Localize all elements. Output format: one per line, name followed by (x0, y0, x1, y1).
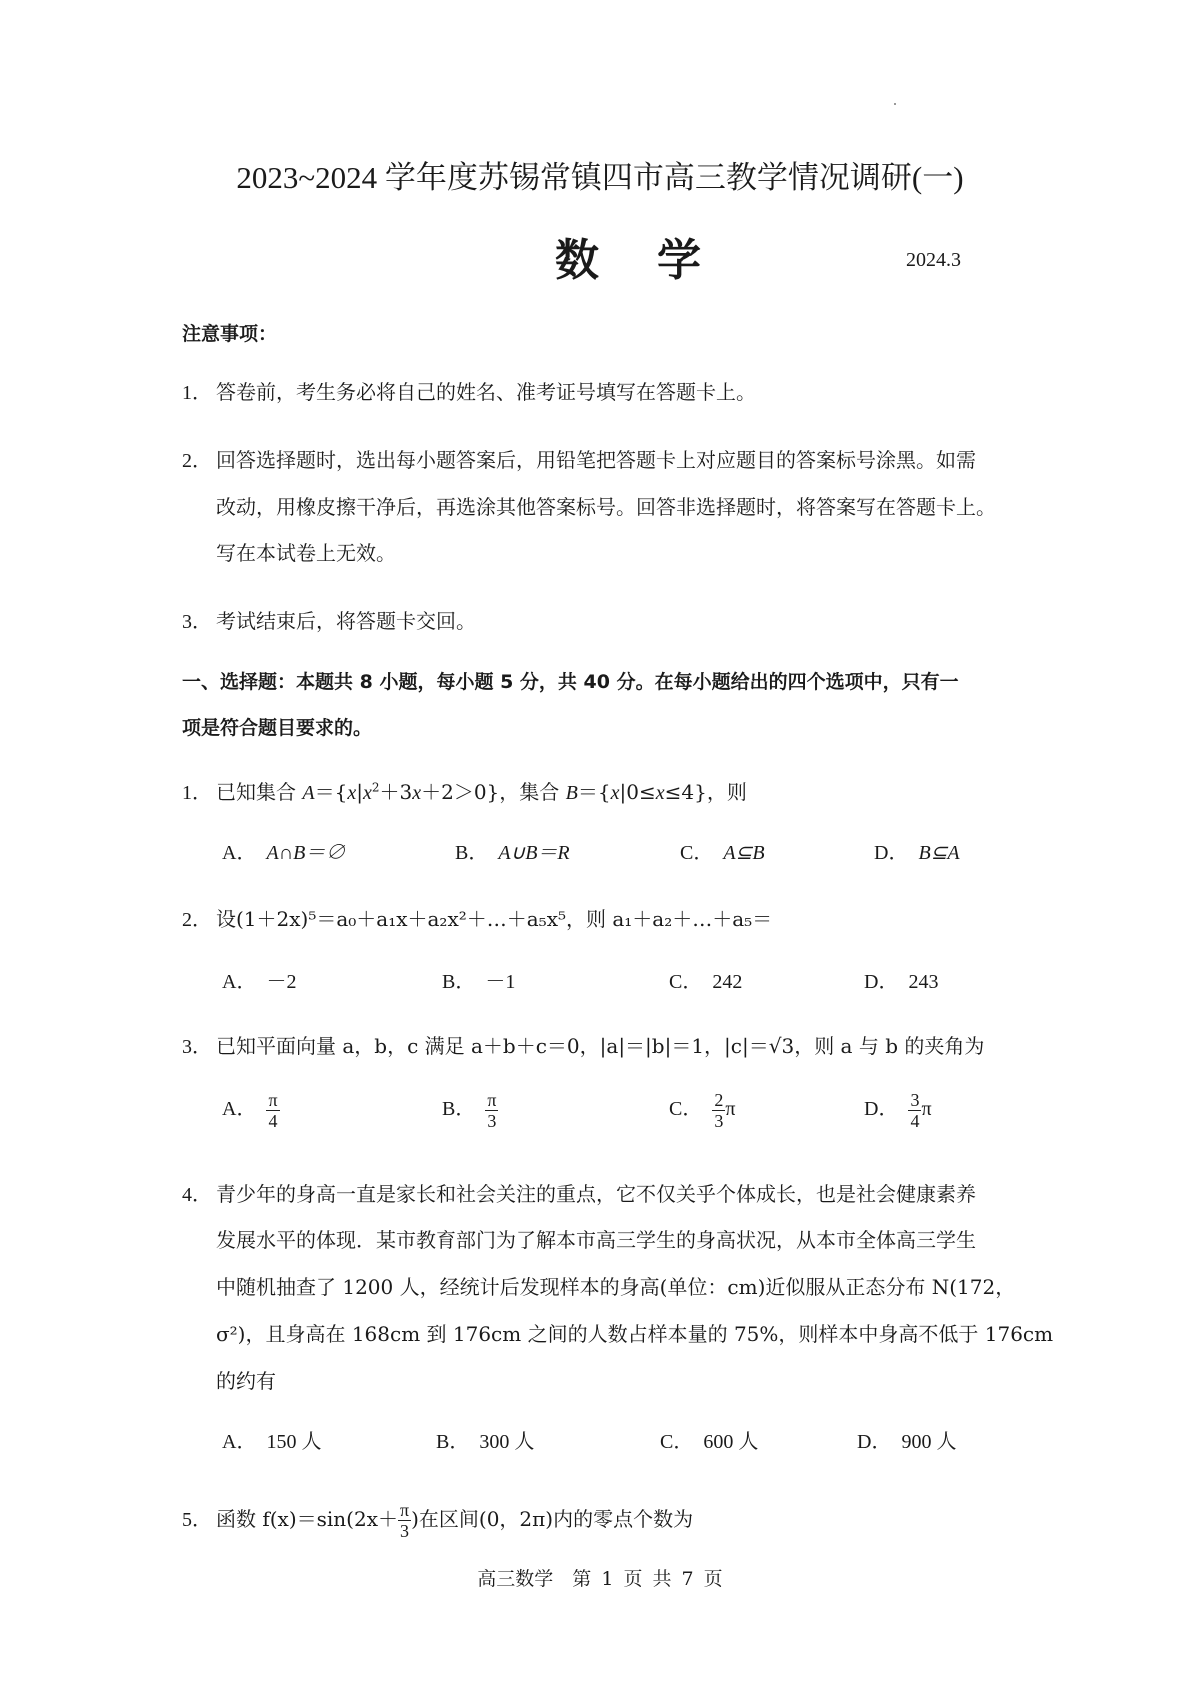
q2-option-b (442, 965, 515, 994)
question-number: 1． (182, 782, 212, 804)
option-label: B． (442, 1098, 476, 1121)
question-5-stem (182, 1500, 693, 1541)
question-number: 5． (182, 1509, 212, 1531)
option-label: A． (222, 842, 257, 864)
q3-option-c (669, 1090, 735, 1131)
notice-item-2-line-2: 改动，用橡皮擦干净后，再选涂其他答案标号。回答非选择题时，将答案写在答题卡上。 (216, 495, 996, 519)
option-text: 600 人 (703, 1431, 759, 1453)
q4-option-c (660, 1425, 758, 1454)
q2-option-d (864, 965, 938, 994)
denominator: 3 (400, 1521, 410, 1541)
numerator: π (268, 1090, 278, 1110)
option-label: C． (660, 1431, 694, 1453)
q1-var: x (347, 782, 357, 804)
option-label: B． (436, 1431, 470, 1453)
question-4-line-2: 发展水平的体现．某市教育部门为了解本市高三学生的身高状况，从本市全体高三学生 (216, 1228, 976, 1252)
q1-var: x (362, 782, 372, 804)
denominator: 3 (487, 1111, 497, 1131)
q1-text: ＋2＞0}，集合 (421, 780, 566, 804)
q1-text: ≤4}，则 (664, 780, 747, 804)
option-label: C． (669, 971, 703, 993)
notice-number: 2． (182, 450, 212, 472)
q1-var: x (412, 782, 422, 804)
question-number: 3． (182, 1036, 212, 1058)
option-text: 242 (712, 971, 743, 993)
option-label: D． (864, 971, 899, 993)
question-4-line-1 (182, 1178, 976, 1207)
denominator: 3 (714, 1111, 724, 1131)
question-2-stem (182, 903, 772, 932)
fraction (712, 1090, 725, 1131)
subject-heading: 数学 (555, 235, 759, 286)
option-text: A⊆B (723, 842, 765, 864)
option-text: －1 (485, 971, 516, 993)
option-label: A． (222, 1431, 257, 1453)
notice-heading: 注意事项： (182, 323, 278, 345)
q1-exponent: 2 (371, 780, 380, 795)
fraction (398, 1500, 411, 1541)
option-label: D． (857, 1431, 892, 1453)
q1-var: A (302, 782, 315, 804)
option-label: C． (680, 842, 714, 864)
exam-date: 2024.3 (906, 249, 961, 271)
section-heading-line-2: 项是符合题目要求的。 (182, 717, 373, 739)
notice-text: 答卷前，考生务必将自己的姓名、准考证号填写在答题卡上。 (216, 380, 756, 404)
notice-text: 回答选择题时，选出每小题答案后，用铅笔把答题卡上对应题目的答案标号涂黑。如需 (216, 448, 976, 472)
question-3-stem (182, 1030, 984, 1059)
q4-option-b (436, 1425, 534, 1454)
q1-var: x (655, 782, 665, 804)
question-4-line-3: 中随机抽查了 1200 人，经统计后发现样本的身高(单位：cm)近似服从正态分布 N(172， (216, 1275, 1016, 1299)
exam-title: 2023~2024 学年度苏锡常镇四市高三教学情况调研(一) (236, 160, 964, 195)
q1-option-a (222, 836, 345, 865)
fraction (908, 1090, 921, 1131)
option-label: B． (455, 842, 489, 864)
q3-option-a (222, 1090, 280, 1131)
scan-speck (894, 103, 896, 105)
question-number: 4． (182, 1184, 212, 1206)
question-1-stem (182, 776, 747, 805)
notice-number: 1． (182, 382, 212, 404)
numerator: π (487, 1090, 497, 1110)
notice-item-1 (182, 376, 756, 405)
question-text: 设(1＋2x)⁵＝a₀＋a₁x＋a₂x²＋…＋a₅x⁵，则 a₁＋a₂＋…＋a₅＝ (216, 907, 773, 931)
denominator: 4 (268, 1111, 278, 1131)
q1-text: | (356, 780, 363, 804)
numerator: 2 (714, 1090, 724, 1110)
q1-option-b (455, 836, 570, 865)
notice-item-2-line-3: 写在本试卷上无效。 (216, 541, 396, 565)
option-label: C． (669, 1098, 703, 1121)
notice-item-2 (182, 444, 976, 473)
q1-option-d (874, 836, 960, 865)
option-label: A． (222, 1098, 257, 1121)
option-text: B⊆A (918, 842, 960, 864)
option-label: A． (222, 971, 257, 993)
question-text: 已知平面向量 a，b，c 满足 a＋b＋c＝0，|a|＝|b|＝1，|c|＝√3，则 a 与 b 的夹角为 (216, 1034, 985, 1058)
q2-option-a (222, 965, 296, 994)
numerator: π (400, 1500, 410, 1520)
q1-text: 已知集合 (216, 780, 303, 804)
q4-option-d (857, 1425, 956, 1454)
q1-text: ＋3 (379, 780, 413, 804)
q4-option-a (222, 1425, 321, 1454)
option-label: D． (874, 842, 909, 864)
q3-option-b (442, 1090, 498, 1131)
option-text: A∩B＝∅ (266, 842, 346, 864)
numerator: 3 (910, 1090, 920, 1110)
suffix: π (921, 1098, 932, 1121)
option-text: A∪B＝R (498, 842, 570, 864)
notice-number: 3． (182, 611, 212, 633)
question-text: 青少年的身高一直是家长和社会关注的重点，它不仅关乎个体成长，也是社会健康素养 (216, 1182, 976, 1206)
option-text: －2 (266, 971, 297, 993)
option-label: B． (442, 971, 476, 993)
fraction (485, 1090, 498, 1131)
question-number: 2． (182, 909, 212, 931)
option-label: D． (864, 1098, 899, 1121)
option-text: 900 人 (901, 1431, 957, 1453)
option-text: 243 (908, 971, 939, 993)
q1-text: ＝{ (577, 780, 611, 804)
q3-option-d (864, 1090, 932, 1131)
denominator: 4 (910, 1111, 920, 1131)
q1-var: x (610, 782, 620, 804)
fraction (266, 1090, 279, 1131)
notice-item-3 (182, 605, 476, 634)
q1-text: |0≤ (619, 780, 656, 804)
question-4-line-5: 的约有 (216, 1369, 276, 1393)
q2-option-c (669, 965, 742, 994)
q1-option-c (680, 836, 765, 865)
q1-var: B (565, 782, 578, 804)
suffix: π (725, 1098, 736, 1121)
question-4-line-4: σ²)，且身高在 168cm 到 176cm 之间的人数占样本量的 75%，则样本中身高不低于 176cm (216, 1322, 1054, 1346)
question-text: 函数 f(x)＝sin(2x＋ (216, 1507, 398, 1531)
question-text: )在区间(0，2π)内的零点个数为 (411, 1507, 694, 1531)
page-footer: 高三数学 第 1 页 共 7 页 (477, 1568, 723, 1590)
notice-text: 考试结束后，将答题卡交回。 (216, 609, 476, 633)
option-text: 300 人 (479, 1431, 535, 1453)
option-text: 150 人 (266, 1431, 322, 1453)
q1-text: ＝{ (314, 780, 348, 804)
section-heading-line-1: 一、选择题：本题共 8 小题，每小题 5 分，共 40 分。在每小题给出的四个选项中，只有一 (182, 671, 959, 693)
